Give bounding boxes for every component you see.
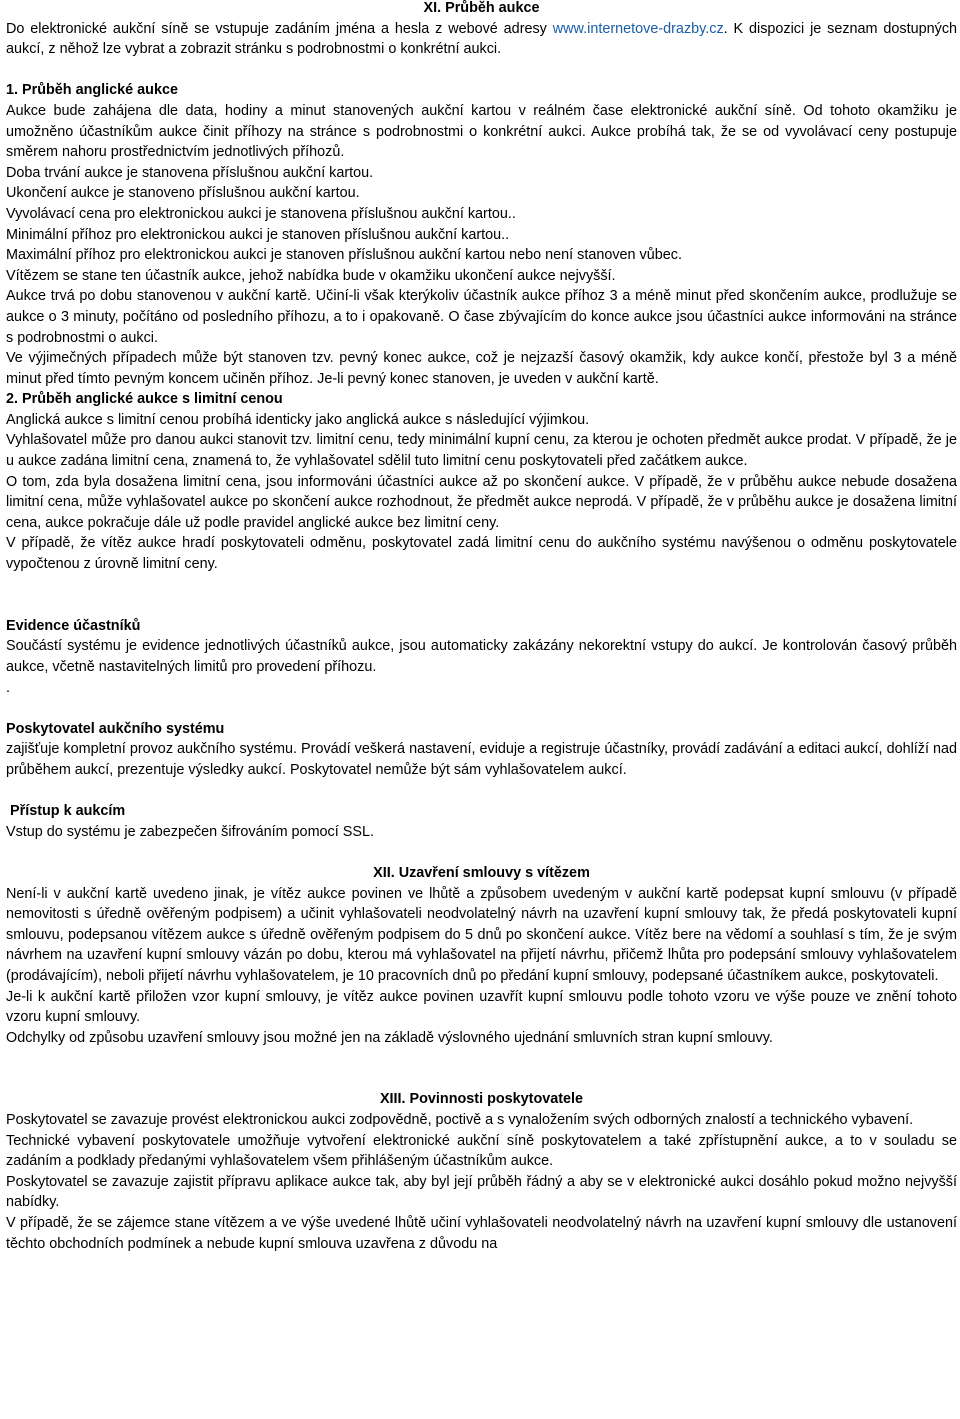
subsection-title: 2. Průběh anglické aukce s limitní cenou: [6, 391, 283, 408]
paragraph: .: [6, 679, 10, 696]
paragraph: Vyvolávací cena pro elektronickou aukci je stanovena příslušnou aukční kartou..: [6, 205, 516, 222]
paragraph: O tom, zda byla dosažena limitní cena, jsou informováni účastníci aukce až po skončení aukce. V případě, že v průběhu aukce nebude dosažena limitní cena, může vyhlašovatel aukce po skončení aukce rozhodnout, že předmět aukce neprodá. V případě, že v průběhu aukce je dosažena limitní cena, aukce pokračuje dále už podle pravidel anglické aukce bez limitní ceny.: [6, 473, 957, 531]
subsection-title: Poskytovatel aukčního systému: [6, 720, 225, 737]
paragraph: Není-li v aukční kartě uvedeno jinak, je vítěz aukce povinen ve lhůtě a způsobem uvedeným v aukční kartě podepsat kupní smlouvu (v případě nemovitosti s úředně ověřeným podpisem) a učinit vyhlašovateli neodvolatelný návrh na uzavření kupní smlouvy tak, že předá poskytovateli kupní smlouvu, podepsanou vítězem aukce s úředně ověřeným podpisem do 5 dnů po skončení aukce. Vítěz bere na vědomí a souhlasí s tím, že je svým návrhem na uzavření kupní smlouvy vázán po dobu, kterou má vyhlašovatel na přijetí návrhu, přičemž lhůta pro podepsání smlouvy vyhlašovatelem (prodávajícím), neboli přijetí návrhu vyhlašovatelem, je 10 pracovních dnů po předání kupní smlouvy, podepsané účastníkem aukce, poskytovateli.: [6, 885, 957, 984]
paragraph: Poskytovatel se zavazuje zajistit přípravu aplikace aukce tak, aby byl její průběh řádný a aby se v elektronické aukci dosáhlo pokud možno nejvyšší nabídky.: [6, 1173, 957, 1211]
auction-website-link[interactable]: www.internetove-drazby.cz: [552, 20, 724, 37]
paragraph: Aukce trvá po dobu stanovenou v aukční kartě. Učiní-li však kterýkoliv účastník aukce příhoz 3 a méně minut před skončením aukce, prodlužuje se aukce o 3 minuty, počítáno od posledního příhozu, a to i opakovaně. O čase zbývajícím do konce aukce jsou účastníci aukce informováni na stránce s podrobnostmi o aukci.: [6, 288, 957, 346]
paragraph: Je-li k aukční kartě přiložen vzor kupní smlouvy, je vítěz aukce povinen uzavřít kupní smlouvu podle tohoto vzoru ve výše pouze ve znění tohoto vzoru kupní smlouvy.: [6, 988, 957, 1026]
paragraph: Doba trvání aukce je stanovena příslušnou aukční kartou.: [6, 164, 374, 181]
document-page: [6, 0, 957, 1254]
paragraph: Maximální příhoz pro elektronickou aukci je stanoven příslušnou aukční kartou nebo není stanoven vůbec.: [6, 247, 682, 264]
paragraph: V případě, že vítěz aukce hradí poskytovateli odměnu, poskytovatel zadá limitní cenu do aukčního systému navýšenou o odměnu poskytovatele vypočtenou z úrovně limitní ceny.: [6, 535, 957, 573]
paragraph: Vyhlašovatel může pro danou aukci stanovit tzv. limitní cenu, tedy minimální kupní cenu, za kterou je ochoten předmět aukce prodat. V případě, že je u aukce zadána limitní cena, znamená to, že vyhlašovatel sdělil tuto limitní cenu poskytovateli před začátkem aukce.: [6, 432, 957, 470]
intro-paragraph: Do elektronické aukční síně se vstupuje zadáním jména a hesla z webové adresy www.internetove-drazby.cz. K dispozici je seznam dostupných aukcí, z něhož lze vybrat a zobrazit stránku s podrobnostmi o konkrétní aukci.: [6, 20, 958, 58]
subsection-title: 1. Průběh anglické aukce: [6, 82, 178, 99]
paragraph: Vítězem se stane ten účastník aukce, jehož nabídka bude v okamžiku ukončení aukce nejvyšší.: [6, 267, 616, 284]
paragraph: V případě, že se zájemce stane vítězem a ve výše uvedené lhůtě učiní vyhlašovateli neodvolatelný návrh na uzavření kupní smlouvy dle ustanovení těchto obchodních podmínek a nebude kupní smlouva uzavřena z důvodu na: [6, 1215, 957, 1252]
subsection-title: Přístup k aukcím: [10, 803, 126, 820]
section-title: XI. Průběh aukce: [423, 0, 540, 16]
paragraph: Ukončení aukce je stanoveno příslušnou aukční kartou.: [6, 185, 360, 202]
paragraph: Odchylky od způsobu uzavření smlouvy jsou možné jen na základě výslovného ujednání smluvních stran kupní smlouvy.: [6, 1029, 773, 1046]
paragraph: Ve výjimečných případech může být stanoven tzv. pevný konec aukce, což je nejzazší časový okamžik, kdy aukce končí, přestože byl 3 a méně minut před tímto pevným koncem učiněn příhoz. Je-li pevný konec stanoven, je uveden v aukční kartě.: [6, 350, 957, 387]
subsection-title: Evidence účastníků: [6, 617, 141, 634]
paragraph: Aukce bude zahájena dle data, hodiny a minut stanovených aukční kartou v reálném čase elektronické aukční síně. Od tohoto okamžiku je umožněno účastníkům aukce činit příhozy na stránce s podrobnostmi o konkrétní aukci. Aukce probíhá tak, že se od vyvolávací ceny postupuje směrem nahoru prostřednictvím jednotlivých příhozů.: [6, 102, 957, 161]
paragraph: zajišťuje kompletní provoz aukčního systému. Provádí veškerá nastavení, eviduje a registruje účastníky, provádí zadávání a editaci aukcí, dohlíží nad průběhem aukcí, prezentuje výsledky aukcí. Poskytovatel nemůže být sám vyhlašovatelem aukcí.: [6, 741, 957, 778]
paragraph: Součástí systému je evidence jednotlivých účastníků aukce, jsou automaticky zakázány nekorektní vstupy do aukcí. Je kontrolován časový průběh aukce, včetně nastavitelných limitů pro provedení příhozu.: [6, 638, 957, 675]
section-title: XIII. Povinnosti poskytovatele: [379, 1091, 584, 1108]
paragraph: Anglická aukce s limitní cenou probíhá identicky jako anglická aukce s následující výjimkou.: [6, 411, 590, 428]
paragraph: Vstup do systému je zabezpečen šifrováním pomocí SSL.: [6, 823, 374, 840]
paragraph: Technické vybavení poskytovatele umožňuje vytvoření elektronické aukční síně poskytovatelem a také zpřístupnění aukce, a to v souladu se zadáním a podklady předanými vyhlašovatelem všem přihlášeným účastníkům aukce.: [6, 1132, 957, 1170]
section-title: XII. Uzavření smlouvy s vítězem: [373, 864, 590, 881]
paragraph: Poskytovatel se zavazuje provést elektronickou aukci zodpovědně, poctivě a s vynaložením svých odborných znalostí a technického vybavení.: [6, 1112, 914, 1129]
paragraph: Minimální příhoz pro elektronickou aukci je stanoven příslušnou aukční kartou..: [6, 226, 510, 243]
